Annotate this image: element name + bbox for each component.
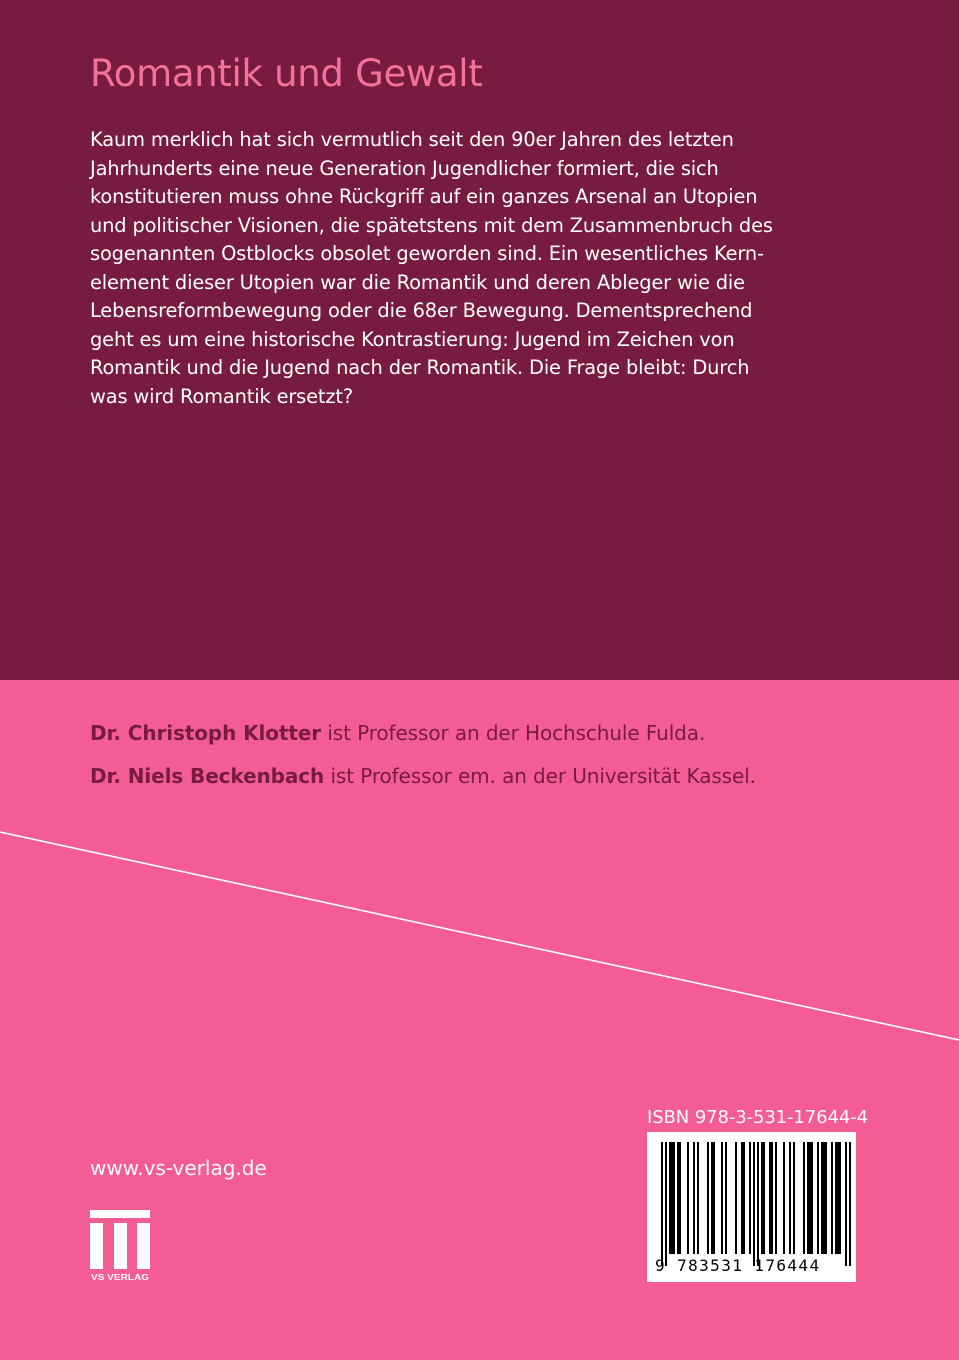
barcode-bar bbox=[743, 1142, 745, 1254]
barcode-bar bbox=[837, 1142, 839, 1254]
barcode-bar bbox=[845, 1142, 847, 1266]
blurb-line: Lebensreformbewegung oder die 68er Bewegung. Dementsprechend bbox=[90, 299, 753, 322]
barcode-bar bbox=[825, 1142, 827, 1254]
barcode-bar bbox=[749, 1142, 751, 1254]
blurb-line: element dieser Utopien war die Romantik und deren Ableger wie die bbox=[90, 270, 745, 294]
barcode-bar bbox=[793, 1142, 795, 1254]
author-name: Dr. Niels Beckenbach bbox=[90, 764, 325, 788]
barcode-bar bbox=[753, 1142, 755, 1266]
blurb-line: was wird Romantik ersetzt? bbox=[90, 384, 353, 408]
author-description: ist Professor an der Hochschule Fulda. bbox=[321, 721, 706, 745]
barcode-bar bbox=[677, 1142, 679, 1254]
barcode-bar bbox=[769, 1142, 771, 1254]
blurb-line: Kaum merklich hat sich vermutlich seit den 90er Jahren des letzten bbox=[90, 128, 734, 151]
blurb-line: geht es um eine historische Kontrastierung: Jugend im Zeichen von bbox=[90, 327, 735, 351]
barcode-bar bbox=[817, 1142, 819, 1254]
barcode-bar bbox=[741, 1142, 743, 1254]
barcode-bar bbox=[821, 1142, 823, 1254]
author-description: ist Professor em. an der Universität Kassel. bbox=[324, 764, 756, 788]
barcode-bar bbox=[669, 1142, 671, 1254]
barcode-bar bbox=[673, 1142, 675, 1254]
barcode-bar bbox=[775, 1142, 777, 1254]
barcode-bar bbox=[809, 1142, 811, 1254]
barcode-bar bbox=[789, 1142, 791, 1254]
blurb-line: und politischer Visionen, die spätetstens mit dem Zusammenbruch des bbox=[90, 213, 773, 237]
barcode-bar bbox=[693, 1142, 695, 1254]
blurb-line: Jahrhunderts eine neue Generation Jugendlicher formiert, die sich bbox=[90, 156, 719, 180]
vs-verlag-logo-icon bbox=[90, 1210, 152, 1282]
barcode-bar bbox=[661, 1142, 663, 1266]
barcode-bar bbox=[707, 1142, 709, 1254]
barcode-panel bbox=[647, 1132, 856, 1282]
barcode-bar bbox=[735, 1142, 737, 1254]
publisher-website-link[interactable]: www.vs-verlag.de bbox=[90, 1156, 267, 1180]
barcode-bar bbox=[725, 1142, 727, 1254]
barcode-bar bbox=[665, 1142, 667, 1266]
blurb-line: sogenannten Ostblocks obsolet geworden sind. Ein wesentliches Kern- bbox=[90, 242, 764, 265]
blurb-line: konstitutieren muss ohne Rückgriff auf ein ganzes Arsenal an Utopien bbox=[90, 185, 758, 208]
barcode-bar bbox=[831, 1142, 833, 1254]
barcode-bar bbox=[839, 1142, 841, 1254]
barcode-bar bbox=[757, 1142, 759, 1266]
author-note-klotter bbox=[90, 721, 705, 745]
barcode-digits: 9 783531 176444 bbox=[655, 1256, 821, 1275]
barcode-bar bbox=[835, 1142, 837, 1254]
barcode-bar bbox=[713, 1142, 715, 1254]
blurb-line: Romantik und die Jugend nach der Romantik. Die Frage bleibt: Durch bbox=[90, 356, 750, 379]
isbn-label: ISBN 978-3-531-17644-4 bbox=[647, 1107, 868, 1128]
barcode-bar bbox=[697, 1142, 699, 1254]
author-note-beckenbach bbox=[90, 764, 756, 788]
book-title: Romantik und Gewalt bbox=[90, 52, 483, 95]
barcode-bar bbox=[807, 1142, 809, 1254]
barcode-bar bbox=[687, 1142, 689, 1254]
barcode-bar bbox=[671, 1142, 673, 1254]
barcode-bar bbox=[823, 1142, 825, 1254]
vs-verlag-logo-text: VS VERLAG bbox=[91, 1273, 149, 1282]
barcode-bar bbox=[783, 1142, 785, 1254]
barcode-bar bbox=[849, 1142, 851, 1266]
barcode-bar bbox=[721, 1142, 723, 1254]
barcode-bar bbox=[763, 1142, 765, 1254]
book-blurb bbox=[90, 126, 830, 411]
barcode-bar bbox=[679, 1142, 681, 1254]
barcode-bar bbox=[761, 1142, 763, 1254]
barcode-bar bbox=[711, 1142, 713, 1254]
barcode-bar bbox=[803, 1142, 805, 1254]
barcode-bar bbox=[811, 1142, 813, 1254]
barcode-bar bbox=[771, 1142, 773, 1254]
author-name: Dr. Christoph Klotter bbox=[90, 721, 322, 745]
